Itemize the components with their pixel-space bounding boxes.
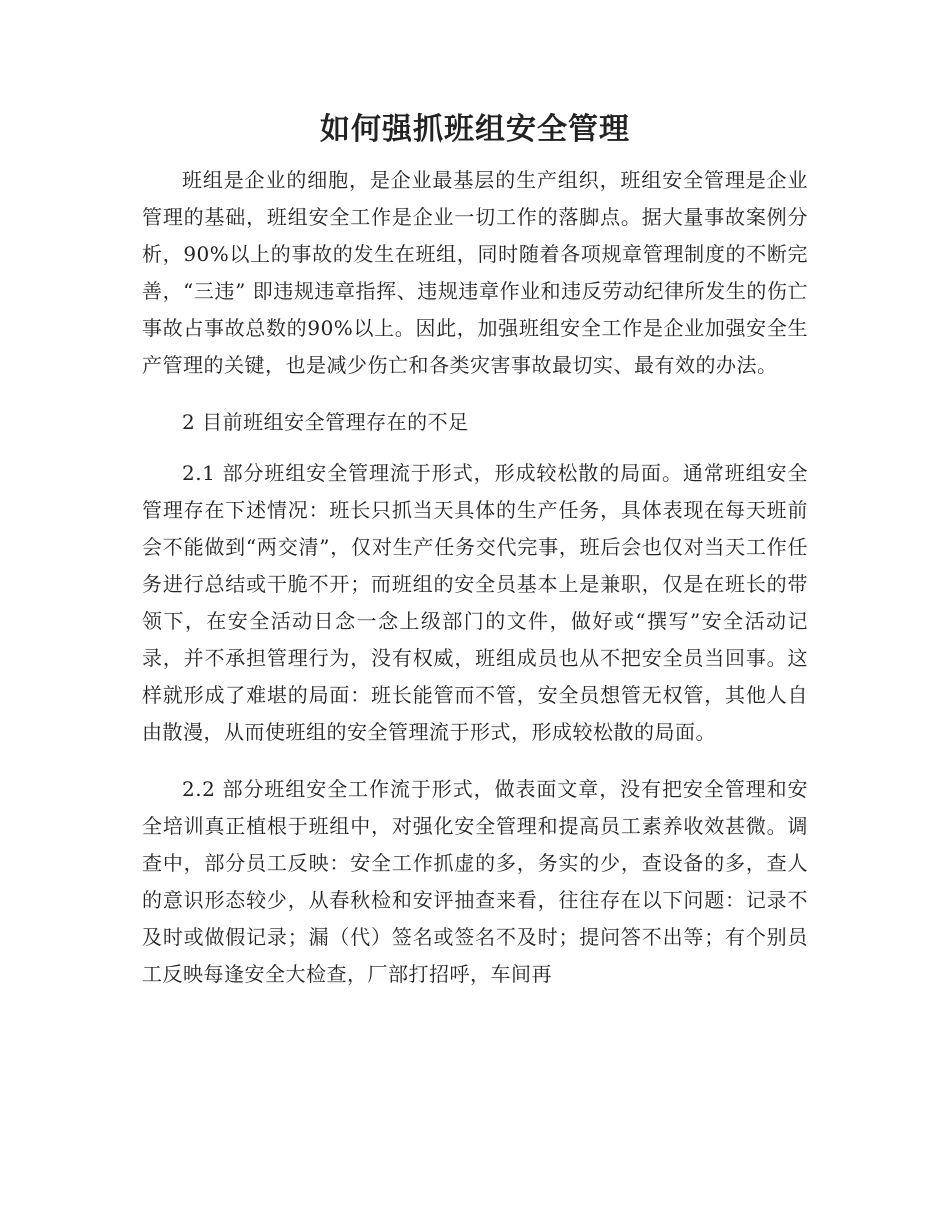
- document-body: [142, 162, 808, 1013]
- document-title: 如何强抓班组安全管理: [320, 112, 630, 147]
- paragraph-intro: 班组是企业的细胞，是企业最基层的生产组织，班组安全管理是企业管理的基础，班组安全工作是企业一切工作的落脚点。据大量事故案例分析，90%以上的事故的发生在班组，同时随着各项规章管理制度的不断完善，“三违” 即违规违章指挥、违规违章作业和违反劳动纪律所发生的伤亡事故占事故总数的90%以上。因此，加强班组安全工作是企业加强安全生产管理的关键，也是减少伤亡和各类灾害事故最切实、最有效的办法。: [142, 168, 808, 377]
- section-heading: 2 目前班组安全管理存在的不足: [182, 410, 469, 434]
- paragraph-2-1: 2.1 部分班组安全管理流于形式，形成较松散的局面。通常班组安全管理存在下述情况：班长只抓当天具体的生产任务，具体表现在每天班前会不能做到“两交清”，仅对生产任务交代完事，班后会也仅对当天工作任务进行总结或干脆不开；而班组的安全员基本上是兼职，仅是在班长的带领下，在安全活动日念一念上级部门的文件，做好或“撰写”安全活动记录，并不承担管理行为，没有权威，班组成员也从不把安全员当回事。这样就形成了难堪的局面：班长能管而不管，安全员想管无权管，其他人自由散漫，从而使班组的安全管理流于形式，形成较松散的局面。: [142, 461, 808, 744]
- paragraph-2-2: 2.2 部分班组安全工作流于形式，做表面文章，没有把安全管理和安全培训真正植根于班组中，对强化安全管理和提高员工素养收效甚微。调查中，部分员工反映：安全工作抓虚的多，务实的少，查设备的多，查人的意识形态较少，从春秋检和安评抽查来看，往往存在以下问题：记录不及时或做假记录；漏（代）签名或签名不及时；提问答不出等；有个别员工反映每逢安全大检查，厂部打招呼，车间再: [142, 777, 808, 986]
